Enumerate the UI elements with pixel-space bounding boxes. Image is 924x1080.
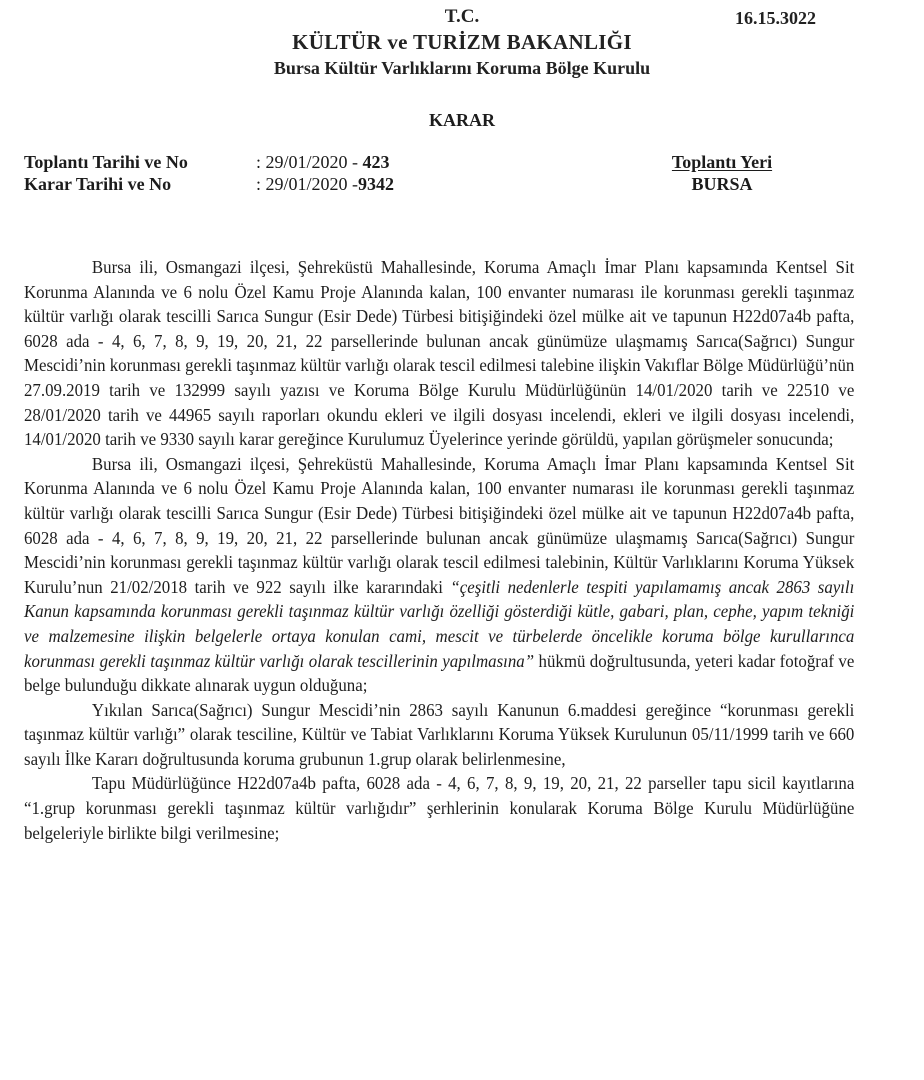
- document-date: 16.15.3022: [735, 8, 816, 28]
- principle-decision-quote: “çeşitli nedenlerle tespiti yapılamamış ancak 2863 sayılı Kanun kapsamında korunması gerekli taşınmaz kültür varlığı özelliği gösterdiği kütle, gabari, plan, cephe, yapım tekniği ve malzemesine ilişkin belgelerle ortaya konulan cami, mescit ve türbelerde öncelikle koruma bölge kurullarınca korunması gerekli taşınmaz kültür varlığı olarak tescillerinin yapılmasına”: [24, 576, 855, 671]
- paragraph-2: [24, 452, 854, 698]
- meeting-date: : 29/01/2020 -: [256, 152, 363, 172]
- meeting-label: Toplantı Tarihi ve No: [24, 152, 188, 172]
- decision-title: KARAR: [429, 110, 495, 130]
- decision-number: 9342: [358, 174, 394, 194]
- meeting-place-value: BURSA: [691, 174, 753, 194]
- header-tc: T.C.: [444, 6, 480, 27]
- header-ministry: KÜLTÜR ve TURİZM BAKANLIĞI: [292, 30, 632, 54]
- decision-date: : 29/01/2020 -: [256, 174, 358, 194]
- paragraph-2-end: hükmü doğrultusunda, yeteri kadar fotoğraf ve belge bulunduğu dikkate alınarak uygun olduğuna;: [24, 650, 855, 696]
- decision-label: Karar Tarihi ve No: [24, 174, 172, 194]
- meeting-place-label: Toplantı Yeri: [671, 152, 773, 172]
- paragraph-3: Yıkılan Sarıca(Sağrıcı) Sungur Mescidi’nin 2863 sayılı Kanunun 6.maddesi gereğince “korunması gerekli taşınmaz kültür varlığı” olarak tesciline, Kültür ve Tabiat Varlıklarını Koruma Yüksek Kurulunun 05/11/1999 tarih ve 660 sayılı İlke Kararı doğrultusunda koruma grubunun 1.grup olarak belirlenmesine,: [24, 699, 855, 769]
- paragraph-2-start: Bursa ili, Osmangazi ilçesi, Şehreküstü Mahallesinde, Koruma Amaçlı İmar Planı kapsamında Kentsel Sit Korunma Alanında ve 6 nolu Özel Kamu Proje Alanında kalan, 100 envanter numarası ile korunması gerekli taşınmaz kültür varlığı olarak tescilli Sarıca Sungur (Esir Dede) Türbesi bitişiğindeki özel mülke ait ve tapunun H22d07a4b pafta, 6028 ada - 4, 6, 7, 8, 9, 19, 20, 21, 22 parsellerinde bulunan ancak günümüze ulaşmamış Sarıca(Sağrıcı) Sungur Mescidi’nin korunması gerekli taşınmaz kültür varlığı olarak tescil edilmesi talebinin, Kültür Varlıklarını Koruma Yüksek Kurulu’nun 21/02/2018 tarih ve 922 sayılı ilke kararındaki: [24, 453, 855, 597]
- decision-body: [24, 255, 854, 845]
- meeting-number: 423: [362, 152, 390, 172]
- header-board: Bursa Kültür Varlıklarını Koruma Bölge Kurulu: [273, 58, 651, 78]
- decision-value: [256, 174, 394, 195]
- paragraph-4: Tapu Müdürlüğünce H22d07a4b pafta, 6028 ada - 4, 6, 7, 8, 9, 19, 20, 21, 22 parseller tapu sicil kayıtlarına “1.grup korunması gerekli taşınmaz kültür varlığıdır” şerhlerinin konularak Koruma Bölge Kurulu Müdürlüğüne belgeleriyle birlikte bilgi verilmesine;: [24, 773, 855, 843]
- meeting-value: [256, 152, 390, 173]
- paragraph-1: Bursa ili, Osmangazi ilçesi, Şehreküstü Mahallesinde, Koruma Amaçlı İmar Planı kapsamında Kentsel Sit Korunma Alanında ve 6 nolu Özel Kamu Proje Alanında kalan, 100 envanter numarası ile korunması gerekli taşınmaz kültür varlığı olarak tescilli Sarıca Sungur (Esir Dede) Türbesi bitişiğindeki özel mülke ait ve tapunun H22d07a4b pafta, 6028 ada - 4, 6, 7, 8, 9, 19, 20, 21, 22 parsellerinde bulunan ancak günümüze ulaşmamış Sarıca(Sağrıcı) Sungur Mescidi’nin korunması gerekli taşınmaz kültür varlığı olarak tescil edilmesi talebine ilişkin Vakıflar Bölge Müdürlüğü’nün 27.09.2019 tarih ve 132999 sayılı yazısı ve Koruma Bölge Kurulu Müdürlüğünün 14/01/2020 tarih ve 22510 ve 28/01/2020 tarih ve 44965 sayılı raporları okundu ekleri ve ilgili dosyası incelendi, ekleri ve ilgili dosyası incelendi, 14/01/2020 tarih ve 9330 sayılı karar gereğince Kurulumuz Üyelerince yerinde görüldü, yapılan görüşmeler sonucunda;: [24, 257, 855, 450]
